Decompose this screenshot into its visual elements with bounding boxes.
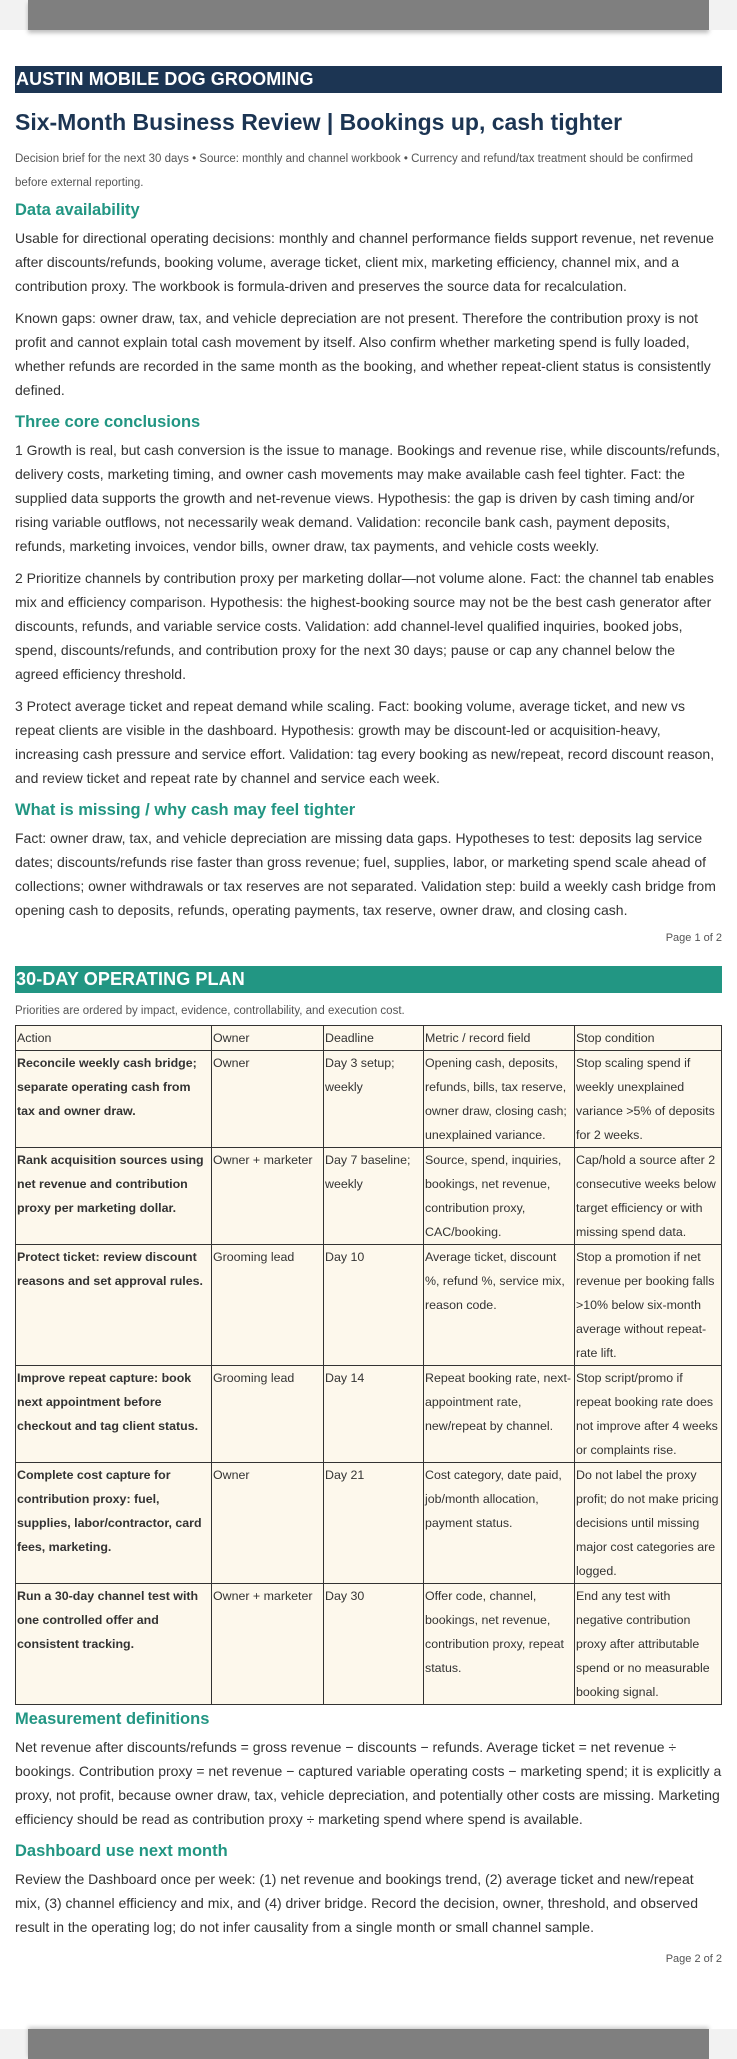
missing-paragraph: Fact: owner draw, tax, and vehicle depreciation are missing data gaps. Hypotheses to test: deposits lag service dates; discounts/refunds rise faster than gross revenue; fuel, supplies, labor, or marketing spend scale ahead of collections; owner withdrawals or tax reserves are not separated. Validation step: build a weekly cash bridge from opening cash to deposits, refunds, operating payments, tax reserve, owner draw, and closing cash.	[15, 830, 716, 918]
action-cell: Complete cost capture for contribution proxy: fuel, supplies, labor/contractor, card fees, marketing.	[16, 1463, 212, 1584]
table-row	[16, 1148, 722, 1245]
table-row	[16, 1051, 722, 1148]
measurement-paragraph: Net revenue after discounts/refunds = gross revenue − discounts − refunds. Average ticket = net revenue ÷ bookings. Contribution proxy = net revenue − captured variable operating costs − marketing spend; it is explicitly a proxy, not profit, because owner draw, tax, vehicle depreciation, and potentially other costs are missing. Marketing efficiency should be read as contribution proxy ÷ marketing spend where spend is available.	[15, 1739, 722, 1827]
metric-cell: Repeat booking rate, next-appointment rate, new/repeat by channel.	[424, 1366, 575, 1463]
viewer-margin-right	[709, 2029, 737, 2059]
page-2	[15, 966, 722, 1965]
column-header-owner: Owner	[212, 1026, 324, 1051]
table-header-row	[16, 1026, 722, 1051]
section-heading-conclusions: Three core conclusions	[15, 413, 201, 431]
action-cell: Rank acquisition sources using net revenue and contribution proxy per marketing dollar.	[16, 1148, 212, 1245]
plan-banner: 30-DAY OPERATING PLAN	[15, 966, 722, 993]
viewer-top-page-edge	[0, 0, 737, 30]
table-row	[16, 1245, 722, 1366]
page-number: Page 2 of 2	[665, 1953, 722, 1965]
section-heading-measurement: Measurement definitions	[15, 1710, 210, 1728]
data-availability-paragraph-1: Usable for directional operating decisions: monthly and channel performance fields support revenue, net revenue after discounts/refunds, booking volume, average ticket, client mix, marketing efficiency, channel mix, and a contribution proxy. The workbook is formula-driven and preserves the source data for recalculation.	[15, 230, 714, 294]
owner-cell: Grooming lead	[212, 1366, 324, 1463]
stop-condition-cell: Stop scaling spend if weekly unexplained variance >5% of deposits for 2 weeks.	[575, 1051, 722, 1148]
stop-condition-cell: Stop script/promo if repeat booking rate does not improve after 4 weeks or complaints rise.	[575, 1366, 722, 1463]
action-cell: Improve repeat capture: book next appointment before checkout and tag client status.	[16, 1366, 212, 1463]
viewer-margin-right	[709, 0, 737, 30]
operating-plan-table	[15, 1025, 722, 1705]
column-header-metric: Metric / record field	[424, 1026, 575, 1051]
stop-condition-cell: Stop a promotion if net revenue per booking falls >10% below six-month average without repeat-rate lift.	[575, 1245, 722, 1366]
column-header-action: Action	[16, 1026, 212, 1051]
section-heading-missing: What is missing / why cash may feel tighter	[15, 801, 356, 819]
owner-cell: Owner	[212, 1051, 324, 1148]
metric-cell: Source, spend, inquiries, bookings, net revenue, contribution proxy, CAC/booking.	[424, 1148, 575, 1245]
owner-cell: Grooming lead	[212, 1245, 324, 1366]
next-page-edge[interactable]	[28, 2029, 709, 2059]
page-number: Page 1 of 2	[665, 932, 722, 944]
previous-page-edge[interactable]	[28, 0, 709, 30]
table-row	[16, 1584, 722, 1705]
stop-condition-cell: Cap/hold a source after 2 consecutive weeks below target efficiency or with missing spend data.	[575, 1148, 722, 1245]
viewer-bottom-page-edge	[0, 2029, 737, 2059]
document-meta: Decision brief for the next 30 days • Source: monthly and channel workbook • Currency and refund/tax treatment should be confirmed before external reporting.	[15, 153, 693, 189]
metric-cell: Cost category, date paid, job/month allocation, payment status.	[424, 1463, 575, 1584]
stop-condition-cell: End any test with negative contribution proxy after attributable spend or no measurable booking signal.	[575, 1584, 722, 1705]
owner-cell: Owner + marketer	[212, 1148, 324, 1245]
table-row	[16, 1463, 722, 1584]
owner-cell: Owner + marketer	[212, 1584, 324, 1705]
action-cell: Protect ticket: review discount reasons and set approval rules.	[16, 1245, 212, 1366]
column-header-deadline: Deadline	[324, 1026, 424, 1051]
document-title: Six-Month Business Review | Bookings up, cash tighter	[15, 109, 623, 135]
deadline-cell: Day 7 baseline; weekly	[324, 1148, 424, 1245]
conclusion-item: 1 Growth is real, but cash conversion is the issue to manage. Bookings and revenue rise, while discounts/refunds, delivery costs, marketing timing, and owner cash movements may make available cash feel tighter. Fact: the supplied data supports the growth and net-revenue views. Hypothesis: the gap is driven by cash timing and/or rising variable outflows, not necessarily weak demand. Validation: reconcile bank cash, payment deposits, refunds, marketing invoices, vendor bills, owner draw, tax payments, and vehicle costs weekly.	[15, 442, 721, 554]
viewer-margin-left	[0, 2029, 28, 2059]
metric-cell: Opening cash, deposits, refunds, bills, tax reserve, owner draw, closing cash; unexplained variance.	[424, 1051, 575, 1148]
deadline-cell: Day 3 setup; weekly	[324, 1051, 424, 1148]
action-cell: Run a 30-day channel test with one controlled offer and consistent tracking.	[16, 1584, 212, 1705]
deadline-cell: Day 10	[324, 1245, 424, 1366]
deadline-cell: Day 21	[324, 1463, 424, 1584]
owner-cell: Owner	[212, 1463, 324, 1584]
conclusion-item: 2 Prioritize channels by contribution proxy per marketing dollar—not volume alone. Fact: the channel tab enables mix and efficiency comparison. Hypothesis: the highest-booking source may not be the best cash generator after discounts, refunds, and variable service costs. Validation: add channel-level qualified inquiries, booked jobs, spend, discounts/refunds, and contribution proxy for the next 30 days; pause or cap any channel below the agreed efficiency threshold.	[15, 570, 714, 682]
action-cell: Reconcile weekly cash bridge; separate operating cash from tax and owner draw.	[16, 1051, 212, 1148]
section-heading-data-availability: Data availability	[15, 201, 140, 219]
data-availability-paragraph-2: Known gaps: owner draw, tax, and vehicle depreciation are not present. Therefore the contribution proxy is not profit and cannot explain total cash movement by itself. Also confirm whether marketing spend is fully loaded, whether refunds are recorded in the same month as the booking, and whether repeat-client status is consistently defined.	[15, 310, 711, 398]
deadline-cell: Day 14	[324, 1366, 424, 1463]
dashboard-paragraph: Review the Dashboard once per week: (1) net revenue and bookings trend, (2) average ticket and new/repeat mix, (3) channel efficiency and mix, and (4) driver bridge. Record the decision, owner, threshold, and observed result in the operating log; do not infer causality from a single month or small channel sample.	[15, 1871, 698, 1935]
stop-condition-cell: Do not label the proxy profit; do not make pricing decisions until missing major cost categories are logged.	[575, 1463, 722, 1584]
plan-priority-note: Priorities are ordered by impact, evidence, controllability, and execution cost.	[15, 1005, 405, 1017]
metric-cell: Offer code, channel, bookings, net revenue, contribution proxy, repeat status.	[424, 1584, 575, 1705]
page-1	[15, 66, 722, 944]
table-row	[16, 1366, 722, 1463]
column-header-stop-condition: Stop condition	[575, 1026, 722, 1051]
metric-cell: Average ticket, discount %, refund %, service mix, reason code.	[424, 1245, 575, 1366]
company-banner: AUSTIN MOBILE DOG GROOMING	[15, 66, 722, 93]
viewer-margin-left	[0, 0, 28, 30]
conclusion-item: 3 Protect average ticket and repeat demand while scaling. Fact: booking volume, average ticket, and new vs repeat clients are visible in the dashboard. Hypothesis: growth may be discount-led or acquisition-heavy, increasing cash pressure and service effort. Validation: tag every booking as new/repeat, record discount reason, and review ticket and repeat rate by channel and service each week.	[15, 698, 715, 786]
section-heading-dashboard: Dashboard use next month	[15, 1842, 228, 1860]
deadline-cell: Day 30	[324, 1584, 424, 1705]
